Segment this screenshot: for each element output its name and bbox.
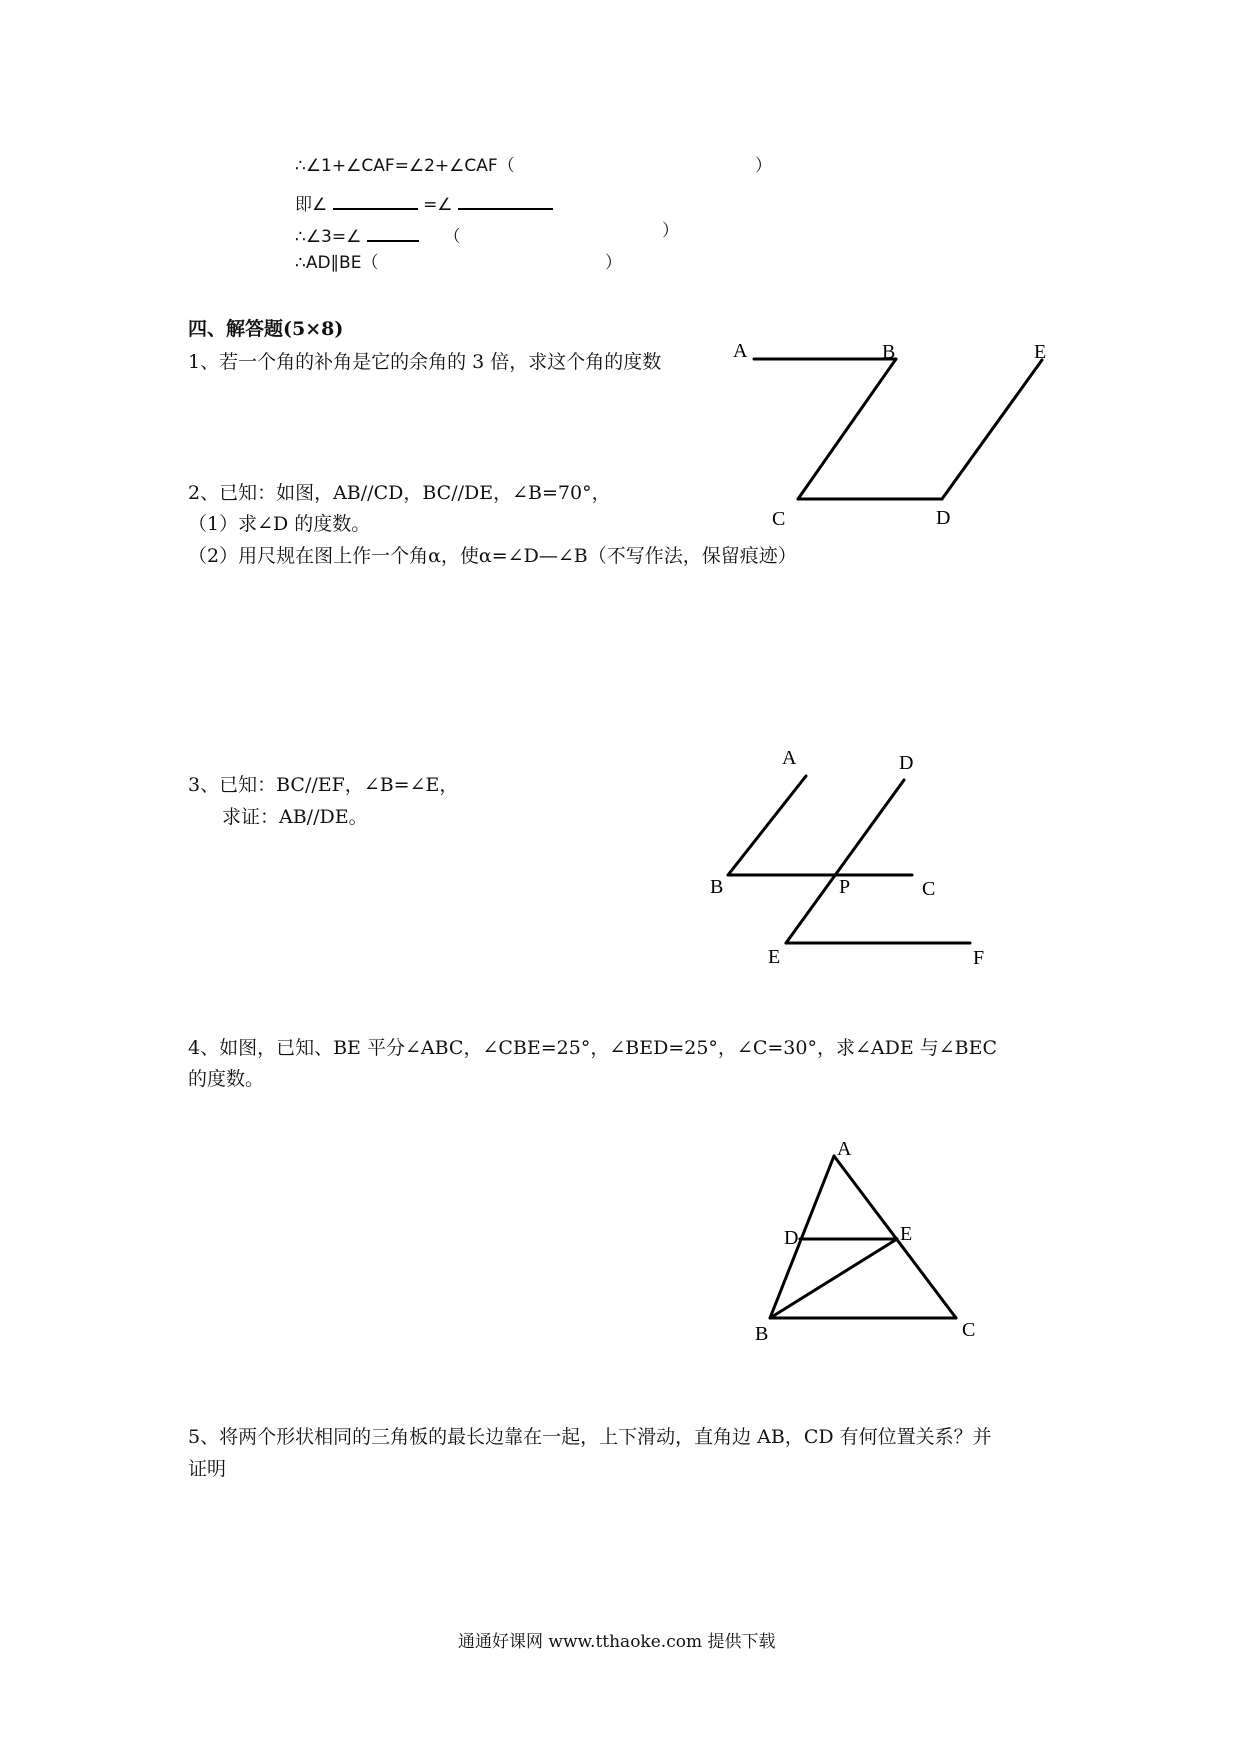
label-a: A xyxy=(782,747,797,769)
proof-step-1-close: ） xyxy=(755,156,772,176)
proof-step-3: ∴∠3=∠ （ xyxy=(295,223,461,246)
proof-step-1-text: ∴∠1+∠CAF=∠2+∠CAF（ xyxy=(295,156,515,176)
question-5-line-1: 5、将两个形状相同的三角板的最长边靠在一起，上下滑动，直角边 AB，CD 有何位置关系？并 xyxy=(188,1426,992,1448)
question-3-line-1: 3、已知：BC//EF，∠B=∠E， xyxy=(188,774,459,796)
label-b: B xyxy=(882,341,896,363)
label-a: A xyxy=(837,1138,852,1160)
label-d: D xyxy=(936,507,951,529)
proof-step-2: 即∠ =∠ xyxy=(295,191,553,214)
label-c: C xyxy=(772,508,786,530)
segment-ab xyxy=(770,1156,834,1318)
label-f: F xyxy=(973,947,985,969)
question-1: 1、若一个角的补角是它的余角的 3 倍，求这个角的度数 xyxy=(188,351,662,373)
question-2-line-2: （1）求∠D 的度数。 xyxy=(188,513,371,535)
proof-step-3-close: ） xyxy=(662,221,679,241)
question-3-line-2: 求证：AB//DE。 xyxy=(222,806,368,828)
question-4-line-1: 4、如图，已知、BE 平分∠ABC，∠CBE=25°，∠BED=25°，∠C=30°，求∠ADE 与∠BEC xyxy=(188,1037,998,1059)
label-e: E xyxy=(768,946,781,968)
label-b: B xyxy=(755,1323,769,1345)
question-5-line-2: 证明 xyxy=(188,1458,227,1480)
label-e: E xyxy=(1034,341,1047,363)
label-e: E xyxy=(900,1223,913,1245)
label-d: D xyxy=(784,1227,799,1249)
question-2-line-3: （2）用尺规在图上作一个角α，使α=∠D—∠B（不写作法，保留痕迹） xyxy=(188,545,797,567)
page-footer: 通通好课网 www.tthaoke.com 提供下载 xyxy=(458,1632,776,1652)
label-d: D xyxy=(899,752,914,774)
proof-step-4: ∴AD∥BE（ xyxy=(295,253,379,273)
label-b: B xyxy=(710,876,724,898)
segment-be xyxy=(770,1239,897,1318)
proof-step-4-close: ） xyxy=(605,253,622,273)
segment-ac xyxy=(834,1156,956,1318)
label-c: C xyxy=(922,878,936,900)
question-4-line-2: 的度数。 xyxy=(188,1068,265,1090)
question-2-line-1: 2、已知：如图，AB//CD，BC//DE，∠B=70°， xyxy=(188,482,611,504)
label-a: A xyxy=(733,340,748,362)
label-p: P xyxy=(839,876,851,898)
section-heading: 四、解答题(5×8) xyxy=(188,318,344,340)
label-c: C xyxy=(962,1319,976,1341)
